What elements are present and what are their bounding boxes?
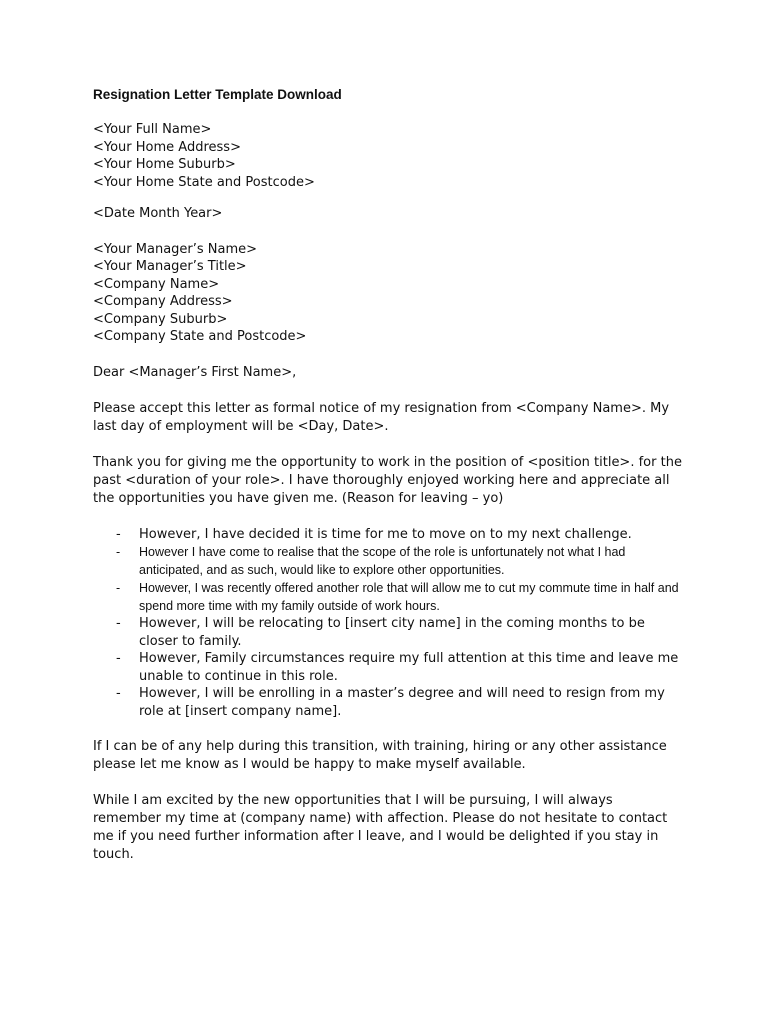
reason-text: However, I will be enrolling in a master’s degree and will need to resign from my role at [insert company name]. [139,686,665,719]
bullet-dash: - [116,616,121,631]
letter-page [93,86,683,864]
recipient-state-postcode: <Company State and Postcode> [93,329,307,344]
sender-home-address: <Your Home Address> [93,139,241,155]
paragraph-assistance: If I can be of any help during this transition, with training, hiring or any other assistance please let me know as I would be happy to make myself available. [93,739,667,772]
recipient-manager-title: <Your Manager’s Title> [93,259,247,274]
recipient-company-address: <Company Address> [93,294,233,309]
paragraph-thanks: Thank you for giving me the opportunity to work in the position of <position title>. for the past <duration of your role>. I have thoroughly enjoyed working here and appreciate all the opportunities you have given me. (Reason for leaving – yo) [93,454,682,506]
recipient-address [93,241,683,346]
reason-text: However, Family circumstances require my full attention at this time and leave me unable to continue in this role. [139,651,679,684]
list-item [93,615,683,650]
reason-text: However, I was recently offered another role that will allow me to cut my commute time in half and spend more time with my family outside of work hours. [139,581,679,613]
sender-state-postcode: <Your Home State and Postcode> [93,174,315,190]
salutation: Dear <Manager’s First Name>, [93,364,297,380]
bullet-dash: - [116,581,121,595]
sender-address [93,121,683,191]
recipient-company-suburb: <Company Suburb> [93,311,228,327]
list-item [93,579,683,615]
reason-text: However, I will be relocating to [insert city name] in the coming months to be closer to family. [139,616,645,649]
sender-full-name: <Your Full Name> [93,122,212,137]
reason-text: However I have come to realise that the scope of the role is unfortunately not what I had anticipated, and as such, would like to explore other opportunities. [139,545,626,577]
bullet-dash: - [116,686,121,701]
letter-date: <Date Month Year> [93,206,223,221]
reason-text: However, I have decided it is time for me to move on to my next challenge. [139,526,632,542]
bullet-dash: - [116,651,121,666]
recipient-company-name: <Company Name> [93,276,220,292]
recipient-manager-name: <Your Manager’s Name> [93,241,258,257]
bullet-dash: - [116,545,121,559]
document-title: Resignation Letter Template Download [93,87,342,102]
list-item [93,526,683,544]
reasons-list [93,526,683,721]
sender-home-suburb: <Your Home Suburb> [93,157,236,172]
list-item [93,685,683,720]
paragraph-closing: While I am excited by the new opportunities that I will be pursuing, I will always remember my time at (company name) with affection. Please do not hesitate to contact me if you need further information after I leave, and I would be delighted if you stay in touch. [93,793,668,862]
list-item [93,650,683,685]
bullet-dash: - [116,526,121,542]
list-item [93,543,683,579]
paragraph-notice: Please accept this letter as formal notice of my resignation from <Company Name>. My last day of employment will be <Day, Date>. [93,400,670,434]
